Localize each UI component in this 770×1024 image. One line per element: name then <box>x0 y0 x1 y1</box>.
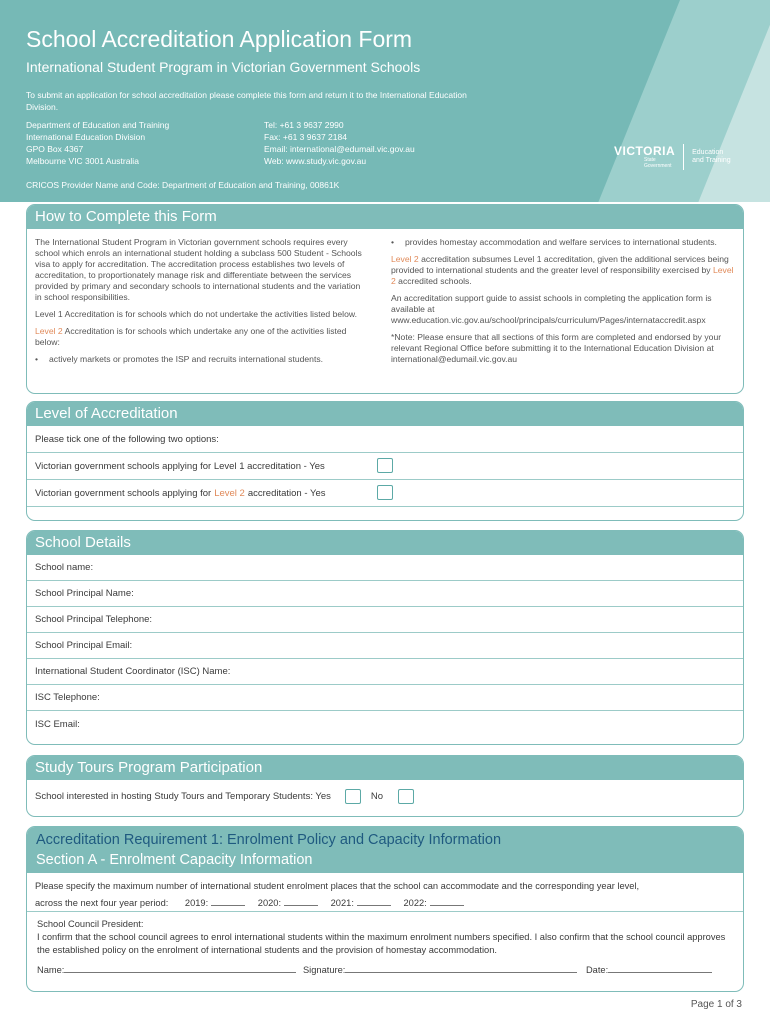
year-2021-input[interactable] <box>357 897 391 906</box>
section-heading: Level of Accreditation <box>27 402 743 426</box>
isc-telephone-field[interactable]: ISC Telephone: <box>27 685 743 711</box>
level-1-checkbox[interactable] <box>377 458 393 473</box>
principal-telephone-field[interactable]: School Principal Telephone: <box>27 607 743 633</box>
logo-divider <box>683 144 684 170</box>
principal-name-field[interactable]: School Principal Name: <box>27 581 743 607</box>
contact-details: Tel: +61 3 9637 2990 Fax: +61 3 9637 2184 Email: international@edumail.vic.gov.au Web: www.study.vic.gov.au <box>264 120 415 166</box>
date-input[interactable] <box>608 964 712 973</box>
principal-email-field[interactable]: School Principal Email: <box>27 633 743 659</box>
study-tours-section <box>26 755 744 817</box>
form-intro: To submit an application for school accreditation please complete this form and return it to the International Education Division. <box>26 90 467 112</box>
form-subtitle: International Student Program in Victorian Government Schools <box>26 59 421 75</box>
requirement-1-section <box>26 826 744 992</box>
study-tours-no-checkbox[interactable] <box>398 789 414 804</box>
level-section <box>26 401 744 521</box>
level-2-option: Victorian government schools applying for Level 2 accreditation - Yes <box>27 480 743 507</box>
support-guide-text: An accreditation support guide to assist schools in completing the application form is available at www.education.vic.gov.au/school/principals/curriculum/Pages/internataccredit.aspx <box>391 293 712 325</box>
victoria-government-logo: VICTORIA State Government Education and Training <box>614 143 731 169</box>
president-block: School Council President: I confirm that the school council agrees to enrol international students within the maximum enrolment numbers specified. I also confirm that the school council approves the established policy on the enrolment of international students and the provision of homestay accommodation. Name: Signature: Date: <box>37 919 726 975</box>
isc-email-field[interactable]: ISC Email: <box>35 718 80 730</box>
section-heading: Study Tours Program Participation <box>27 756 743 780</box>
school-name-field[interactable]: School name: <box>27 555 743 581</box>
section-heading: How to Complete this Form <box>27 205 743 229</box>
level-1-option: Victorian government schools applying for Level 1 accreditation - Yes <box>27 453 743 480</box>
cricos-code: CRICOS Provider Name and Code: Department of Education and Training, 00861K <box>26 180 340 190</box>
header-banner <box>0 0 770 202</box>
form-title: School Accreditation Application Form <box>26 26 413 52</box>
study-tours-yes-checkbox[interactable] <box>345 789 361 804</box>
email-link[interactable]: Email: international@edumail.vic.gov.au <box>264 144 415 154</box>
signature-input[interactable] <box>345 964 577 973</box>
level-2-checkbox[interactable] <box>377 485 393 500</box>
year-2022-input[interactable] <box>430 897 464 906</box>
section-a-heading: Section A - Enrolment Capacity Information <box>27 850 743 873</box>
how-to-complete-section: How to Complete this Form The International Student Program in Victorian government schools requires every school which enrols an international student holding a subclass 500 Student - Schools visa to apply for accreditation. The accreditation process establishes two levels of accreditation, to proportionately manage risk and differentiate between the services provided by primary and secondary schools to international students and the variation in school responsibilities. Level 1 Accreditation is for schools which do not undertake the activities listed below. Level 2 Accreditation is for schools which undertake any one of the activities listed below: • actively markets or promotes the ISP and recruits international students. • provides homestay accommodation and welfare services to international students. Level 2 accreditation subsumes Level 1 accreditation, given the additional services being provided to international students and the greater level of responsibility exercised by Level 2 accredited schools. An accreditation support guide to assist schools in completing the application form is available at www.education.vic.gov.au/school/principals/curriculum/Pages/internataccredit.aspx *Note: Please ensure that all sections of this form are completed and endorsed by your relevant Regional Office before submitting it to the International Education Division at international@edumail.vic.gov.au <box>26 204 744 394</box>
postal-address: Department of Education and Training International Education Division GPO Box 4367 Melbourne VIC 3001 Australia <box>26 120 170 166</box>
level-instruction: Please tick one of the following two options: <box>27 426 743 453</box>
web-link[interactable]: Web: www.study.vic.gov.au <box>264 156 367 166</box>
section-heading: School Details <box>27 531 743 555</box>
study-tours-question: School interested in hosting Study Tours and Temporary Students: Yes No <box>27 780 743 812</box>
page-number: Page 1 of 3 <box>690 999 742 1010</box>
isc-name-field[interactable]: International Student Coordinator (ISC) Name: <box>27 659 743 685</box>
year-2020-input[interactable] <box>284 897 318 906</box>
requirement-heading: Accreditation Requirement 1: Enrolment Policy and Capacity Information <box>27 827 743 850</box>
capacity-block: Please specify the maximum number of international student enrolment places that the school can accommodate and the corresponding year level, across the next four year period: 2019: 2020: 2021: 2022: <box>27 873 743 912</box>
school-details-section <box>26 530 744 745</box>
note-text: *Note: Please ensure that all sections of this form are completed and endorsed by your relevant Regional Office before submitting it to the International Education Division at international@edumail.vic.gov.au <box>391 332 722 364</box>
president-name-input[interactable] <box>64 964 296 973</box>
year-2019-input[interactable] <box>211 897 245 906</box>
